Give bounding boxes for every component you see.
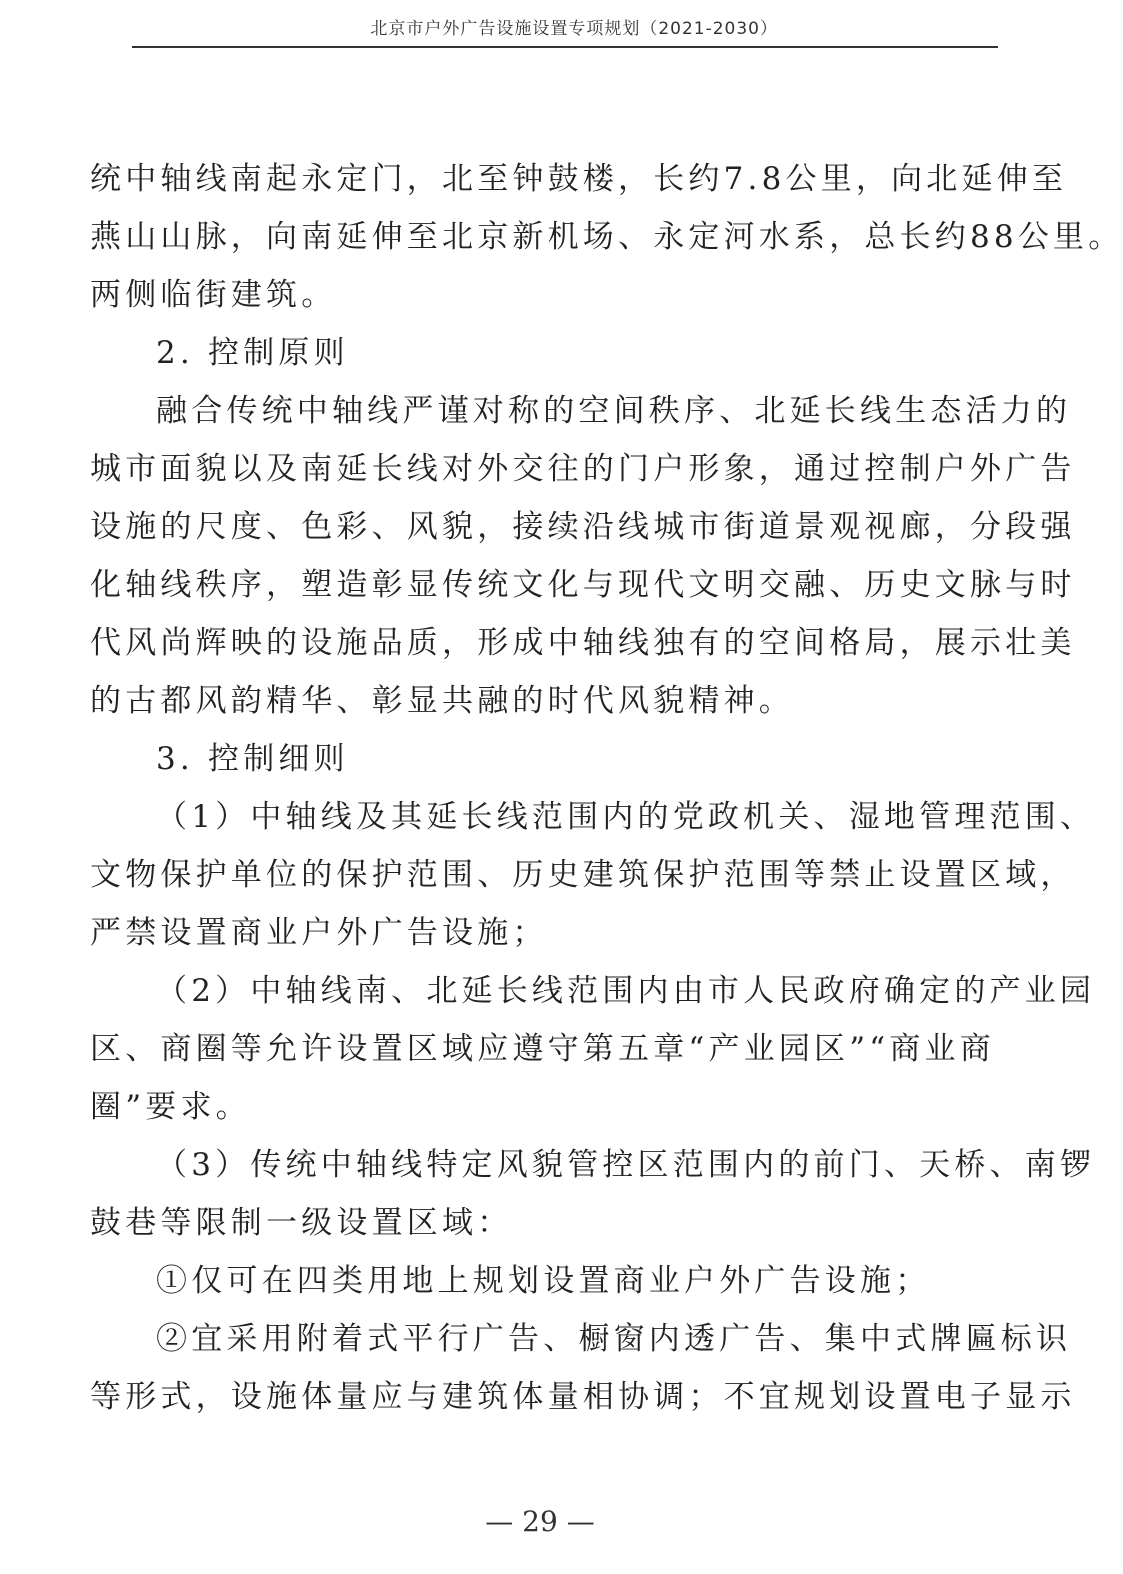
text-line: 鼓巷等限制一级设置区域： xyxy=(90,1205,513,1241)
text-line: 的古都风韵精华、彰显共融的时代风貌精神。 xyxy=(90,683,794,719)
text-line: ①仅可在四类用地上规划设置商业户外广告设施； xyxy=(156,1263,931,1299)
text-line: 化轴线秩序，塑造彰显传统文化与现代文明交融、历史文脉与时 xyxy=(90,567,1076,603)
text-line: 城市面貌以及南延长线对外交往的门户形象，通过控制户外广告 xyxy=(90,451,1076,487)
text-line: 融合传统中轴线严谨对称的空间秩序、北延长线生态活力的 xyxy=(156,393,1072,429)
text-line: 圈”要求。 xyxy=(90,1089,251,1125)
text-line: 严禁设置商业户外广告设施； xyxy=(90,915,548,951)
text-line: 区、商圈等允许设置区域应遵守第五章“产业园区”“商业商 xyxy=(90,1031,995,1067)
text-line: 统中轴线南起永定门，北至钟鼓楼，长约7.8公里，向北延伸至 xyxy=(90,161,1068,197)
text-line: 设施的尺度、色彩、风貌，接续沿线城市街道景观视廊，分段强 xyxy=(90,509,1076,545)
text-line: 等形式，设施体量应与建筑体量相协调；不宜规划设置电子显示 xyxy=(90,1379,1076,1415)
text-line: 代风尚辉映的设施品质，形成中轴线独有的空间格局，展示壮美 xyxy=(90,625,1076,661)
body-text xyxy=(90,150,1123,1426)
text-line: 文物保护单位的保护范围、历史建筑保护范围等禁止设置区域， xyxy=(90,857,1076,893)
page-number: — 29 — xyxy=(485,1505,595,1538)
text-line: （1）中轴线及其延长线范围内的党政机关、湿地管理范围、 xyxy=(156,799,1096,835)
page-header xyxy=(132,14,998,48)
text-line: 两侧临街建筑。 xyxy=(90,277,337,313)
text-line: （3）传统中轴线特定风貌管控区范围内的前门、天桥、南锣 xyxy=(156,1147,1096,1183)
document-title: 北京市户外广告设施设置专项规划（2021-2030） xyxy=(370,19,778,39)
text-line: 燕山山脉，向南延伸至北京新机场、永定河水系，总长约88公里。 xyxy=(90,219,1123,255)
section-heading-control-details: 3. 控制细则 xyxy=(156,741,349,777)
text-line: （2）中轴线南、北延长线范围内由市人民政府确定的产业园 xyxy=(156,973,1096,1009)
section-heading-control-principles: 2. 控制原则 xyxy=(156,335,349,371)
text-line: ②宜采用附着式平行广告、橱窗内透广告、集中式牌匾标识 xyxy=(156,1321,1072,1357)
